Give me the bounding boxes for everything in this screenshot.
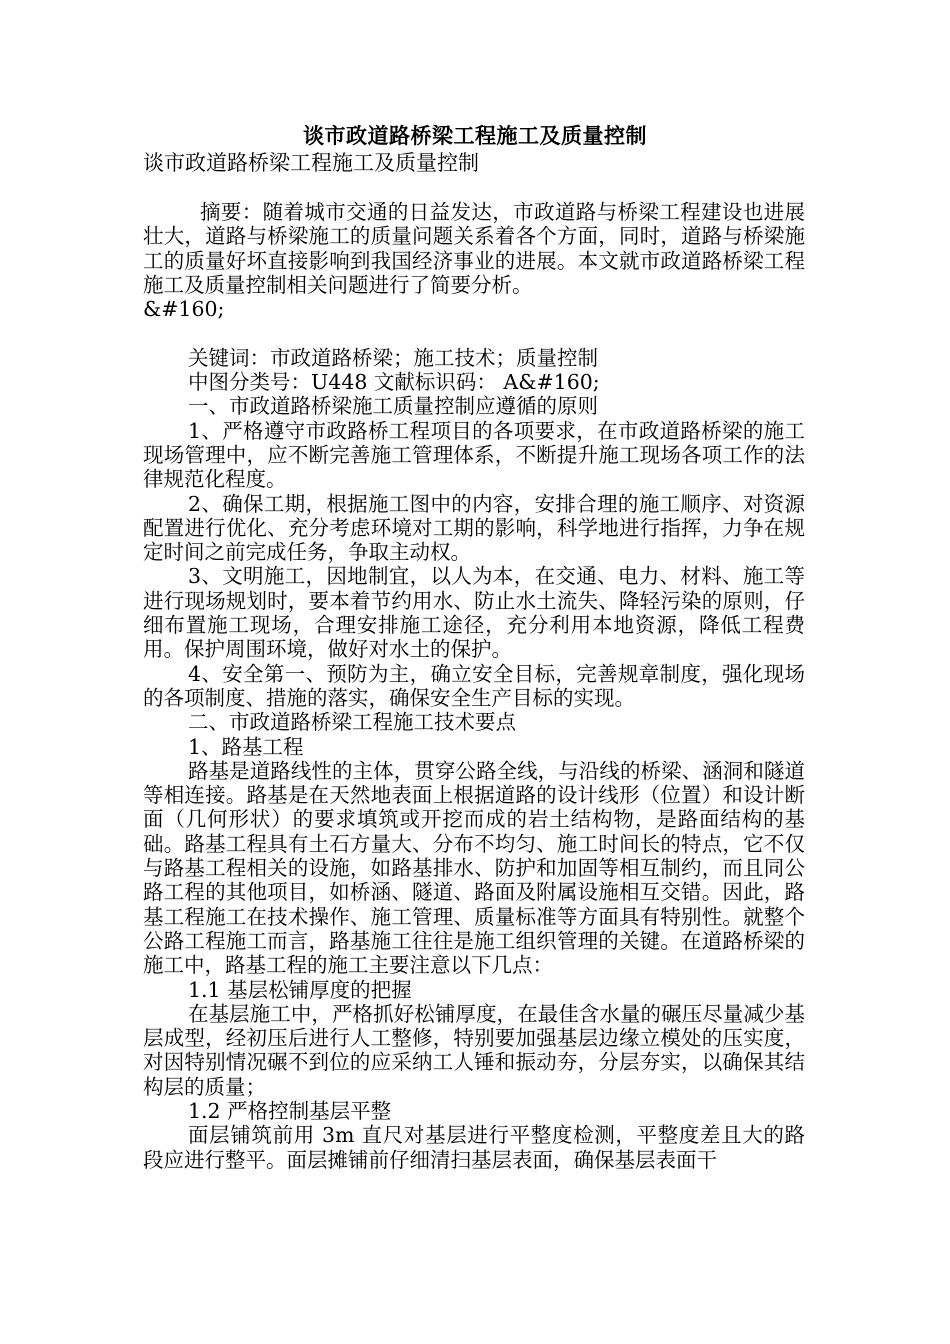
subsection-heading-1-1: 1.1 基层松铺厚度的把握: [188, 977, 412, 1002]
principle-paragraph-4: 4、安全第一、预防为主，确立安全目标，完善规章制度，强化现场的各项制度、措施的落实，确保安全生产目标的实现。: [143, 661, 805, 710]
document-title: 谈市政道路桥梁工程施工及质量控制: [303, 123, 647, 148]
document-body: [143, 200, 805, 1172]
principle-paragraph-1: 1、严格遵守市政路桥工程项目的各项要求，在市政道路桥梁的施工现场管理中，应不断完善施工管理体系，不断提升施工现场各项工作的法律规范化程度。: [143, 418, 805, 492]
subsection-heading-1-2: 1.2 严格控制基层平整: [188, 1098, 392, 1123]
principle-paragraph-2: 2、确保工期，根据施工图中的内容，安排合理的施工顺序、对资源配置进行优化、充分考虑环境对工期的影响，科学地进行指挥，力争在规定时间之前完成任务，争取主动权。: [143, 491, 805, 565]
document-subtitle: 谈市政道路桥梁工程施工及质量控制: [143, 151, 479, 175]
section-heading-1: 一、市政道路桥梁施工质量控制应遵循的原则: [188, 394, 598, 419]
base-thickness-paragraph: 在基层施工中，严格抓好松铺厚度，在最佳含水量的碾压尽量减少基层成型，经初压后进行人工整修，特别要加强基层边缘立模处的压实度，对因特别情况碾不到位的应采纳工人锤和振动夯，分层夯实，以确保其结构层的质量；: [143, 1001, 805, 1099]
subsection-heading-roadbed: 1、路基工程: [188, 734, 304, 759]
base-flatness-paragraph: 面层铺筑前用 3m 直尺对基层进行平整度检测，平整度差且大的路段应进行整平。面层摊铺前仔细清扫基层表面，确保基层表面干: [143, 1123, 805, 1172]
principle-paragraph-3: 3、文明施工，因地制宜，以人为本，在交通、电力、材料、施工等进行现场规划时，要本着节约用水、防止水土流失、降轻污染的原则，仔细布置施工现场，合理安排施工途径，充分利用本地资源，降低工程费用。保护周围环境，做好对水土的保护。: [143, 564, 805, 662]
abstract-paragraph: 摘要：随着城市交通的日益发达，市政道路与桥梁工程建设也进展壮大，道路与桥梁施工的质量问题关系着各个方面，同时，道路与桥梁施工的质量好坏直接影响到我国经济事业的进展。本文就市政道路桥梁工程施工及质量控制相关问题进行了简要分析。: [143, 200, 805, 297]
classification-line: 中图分类号：U448 文献标识码： A&#160;: [188, 370, 600, 395]
section-heading-2: 二、市政道路桥梁工程施工技术要点: [188, 710, 516, 735]
html-entity-text: &#160;: [143, 297, 225, 322]
roadbed-paragraph: 路基是道路线性的主体，贯穿公路全线，与沿线的桥梁、涵洞和隧道等相连接。路基是在天然地表面上根据道路的设计线形（位置）和设计断面（几何形状）的要求填筑或开挖而成的岩土结构物，是路面结构的基础。路基工程具有土石方量大、分布不均匀、施工时间长的特点，它不仅与路基工程相关的设施，如路基排水、防护和加固等相互制约，而且同公路工程的其他项目，如桥涵、隧道、路面及附属设施相互交错。因此，路基工程施工在技术操作、施工管理、质量标准等方面具有特别性。就整个公路工程施工而言，路基施工往往是施工组织管理的关键。在道路桥梁的施工中，路基工程的施工主要注意以下几点：: [143, 758, 805, 978]
blank-line: [143, 321, 805, 345]
keywords-line: 关键词：市政道路桥梁；施工技术；质量控制: [188, 345, 598, 370]
